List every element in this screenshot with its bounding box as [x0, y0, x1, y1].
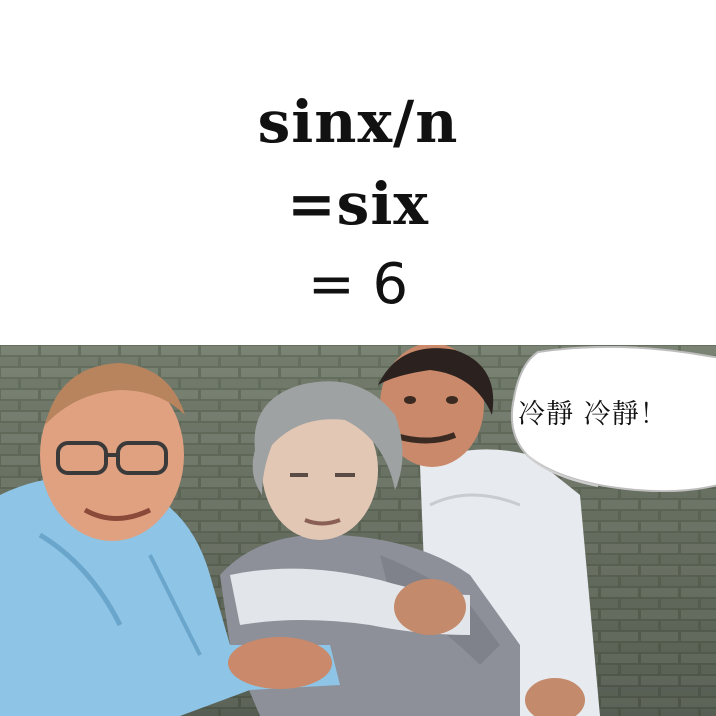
speech-bubble-text: 冷靜 冷靜！	[518, 399, 668, 430]
caption-panel	[0, 0, 716, 345]
caption-line-1: sinx/n	[257, 88, 459, 156]
caption-line-2: =six	[287, 170, 429, 238]
caption-line-3: = 6	[307, 252, 409, 317]
